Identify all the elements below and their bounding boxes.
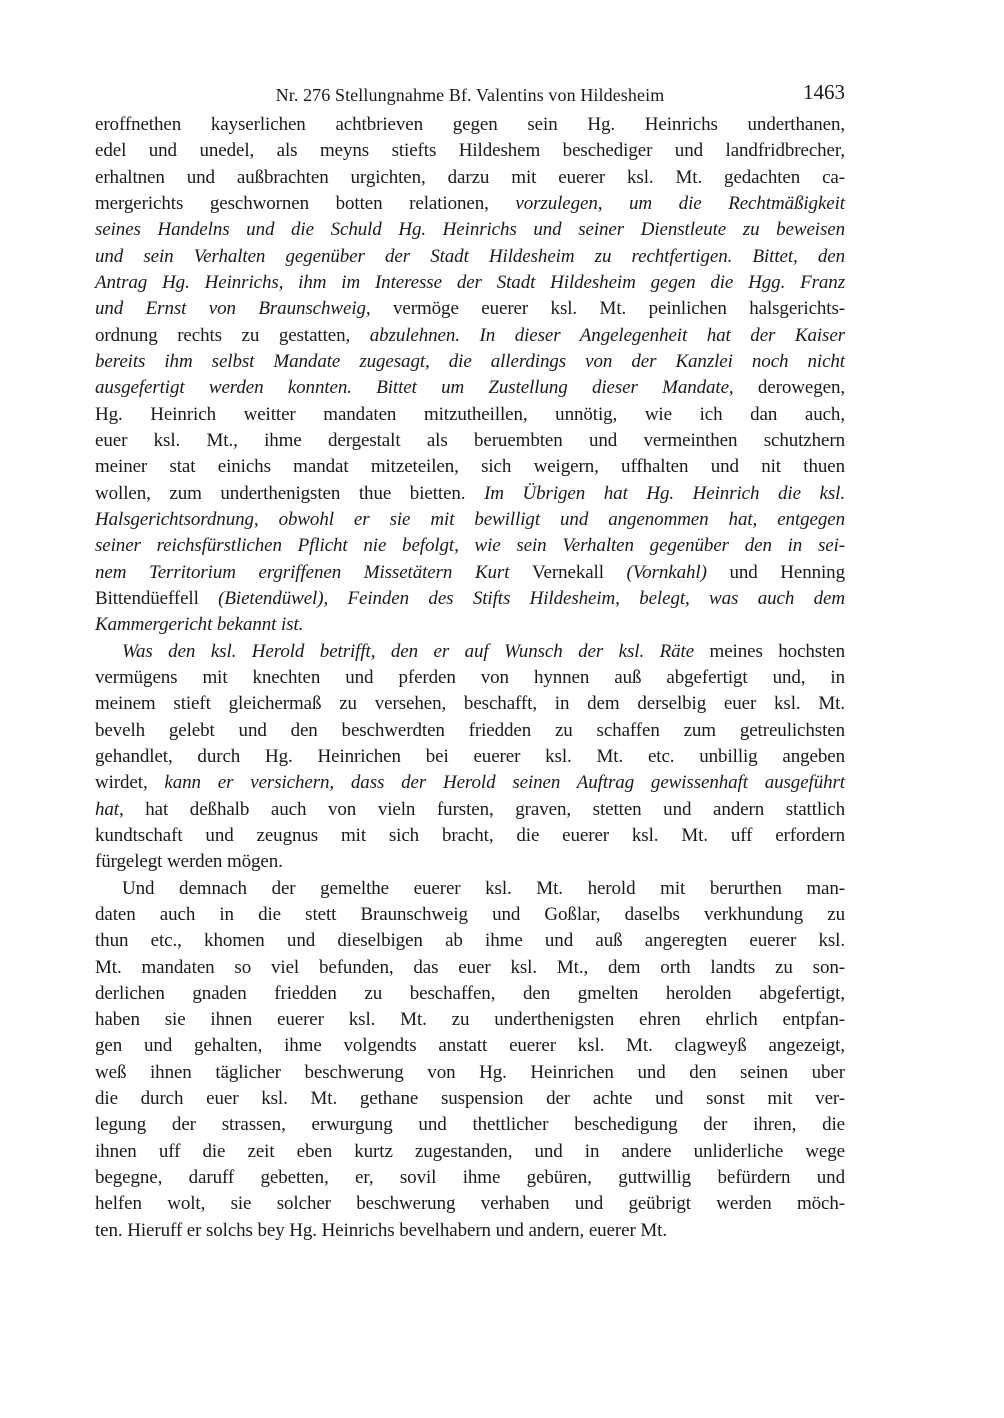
italic-text-segment: seines Handelns und die Schuld Hg. Heinrichs und seiner Dienstleute zu beweisen (95, 219, 845, 241)
roman-text-segment: mergerichts geschwornen botten relationen, (95, 192, 516, 214)
roman-text-segment: legung der strassen, erwurgung und thettlicher beschedigung der ihren, die (95, 1114, 845, 1136)
text-line (95, 902, 845, 928)
italic-text-segment: hat, (95, 798, 146, 820)
text-line (95, 981, 845, 1007)
text-line (95, 1060, 845, 1086)
text-line (95, 165, 845, 191)
text-line (95, 1139, 845, 1165)
roman-text-segment: Hg. Heinrich weitter mandaten mitzutheillen, unnötig, wie ich dan auch, (95, 403, 845, 425)
text-line (95, 1218, 845, 1244)
text-line (95, 849, 845, 875)
roman-text-segment: edel und unedel, als meyns stiefts Hildeshem beschediger und landfridbrecher, (95, 140, 845, 162)
text-line (95, 533, 845, 559)
page-number: 1463 (803, 80, 845, 104)
italic-text-segment: Kammergericht bekannt ist. (95, 614, 304, 636)
text-line (95, 1086, 845, 1112)
roman-text-segment: fürgelegt werden mögen. (95, 851, 283, 873)
roman-text-segment: Vernekall (532, 561, 627, 583)
text-line (95, 270, 845, 296)
italic-text-segment: vorzulegen, um die Rechtmäßigkeit (515, 192, 845, 214)
text-line (95, 481, 845, 507)
roman-text-segment: begegne, daruff gebetten, er, sovil ihme gebüren, guttwillig befürdern und (95, 1167, 845, 1189)
roman-text-segment: ordnung rechts zu gestatten, (95, 324, 370, 346)
roman-text-segment: weß ihnen täglicher beschwerung von Hg. Heinrichen und den seinen uber (95, 1061, 845, 1083)
text-line (95, 1191, 845, 1217)
text-line (95, 691, 845, 717)
italic-text-segment: (Bietendüwel), Feinden des Stifts Hildesheim, belegt, was auch dem (218, 587, 845, 609)
text-line (95, 217, 845, 243)
roman-text-segment: derowegen, (757, 377, 845, 399)
roman-text-segment: vermügens mit knechten und pferden von hynnen auß abgefertigt und, in (95, 666, 845, 688)
text-line (95, 112, 845, 138)
italic-text-segment: Im Übrigen hat Hg. Heinrich die ksl. (484, 482, 845, 504)
paragraph (95, 876, 845, 1245)
italic-text-segment: seiner reichsfürstlichen Pflicht nie befolgt, wie sein Verhalten gegenüber den in sei- (95, 535, 845, 557)
text-line (95, 797, 845, 823)
roman-text-segment: und Henning (729, 561, 845, 583)
text-line (95, 323, 845, 349)
roman-text-segment: wirdet, (95, 772, 165, 794)
text-line (95, 639, 845, 665)
text-line (95, 402, 845, 428)
text-line (95, 744, 845, 770)
text-line (95, 560, 845, 586)
italic-text-segment: und Ernst von Braunschweig, (95, 298, 394, 320)
running-header (95, 80, 845, 108)
roman-text-segment: Mt. mandaten so viel befunden, das euer ksl. Mt., dem orth landts zu son- (95, 956, 845, 978)
paragraph (95, 112, 845, 639)
text-line (95, 349, 845, 375)
roman-text-segment: gehandlet, durch Hg. Heinrichen bei euerer ksl. Mt. etc. unbillig angeben (95, 745, 845, 767)
text-line (95, 718, 845, 744)
roman-text-segment: Bittendüeffell (95, 587, 219, 609)
text-line (95, 876, 845, 902)
roman-text-segment: euer ksl. Mt., ihme dergestalt als beruembten und vermeinthen schutzhern (95, 429, 845, 451)
text-line (95, 1112, 845, 1138)
paragraph (95, 639, 845, 876)
roman-text-segment: meines hochsten (709, 640, 846, 662)
roman-text-segment: die durch euer ksl. Mt. gethane suspension der achte und sonst mit ver- (95, 1088, 845, 1110)
roman-text-segment: helfen wolt, sie solcher beschwerung verhaben und geübrigt werden möch- (95, 1193, 845, 1215)
roman-text-segment: kundtschaft und zeugnus mit sich bracht, die euerer ksl. Mt. uff erfordern (95, 824, 845, 846)
text-line (95, 665, 845, 691)
roman-text-segment: eroffnethen kayserlichen achtbrieven gegen sein Hg. Heinrichs underthanen, (95, 114, 845, 135)
roman-text-segment: meinem stieft gleichermaß zu versehen, beschafft, in dem derselbig euer ksl. Mt. (95, 693, 845, 715)
roman-text-segment: vermöge euerer ksl. Mt. peinlichen halsgerichts- (393, 298, 845, 320)
roman-text-segment: thun etc., khomen und dieselbigen ab ihme und auß angeregten euerer ksl. (95, 930, 845, 952)
text-line (95, 296, 845, 322)
italic-text-segment: bereits ihm selbst Mandate zugesagt, die allerdings von der Kanzlei noch nicht (95, 350, 845, 372)
roman-text-segment: ten. Hieruff er solchs bey Hg. Heinrichs bevelhabern und andern, euerer Mt. (95, 1219, 667, 1241)
text-line (95, 770, 845, 796)
roman-text-segment: erhaltnen und außbrachten urgichten, darzu mit euerer ksl. Mt. gedachten ca- (95, 166, 845, 188)
italic-text-segment: ausgefertigt werden konnten. Bittet um Zustellung dieser Mandate, (95, 377, 758, 399)
text-line (95, 928, 845, 954)
roman-text-segment: gen und gehalten, ihme volgendts anstatt euerer ksl. Mt. clagweyß angezeigt, (95, 1035, 845, 1057)
text-line (95, 244, 845, 270)
text-line (95, 1165, 845, 1191)
roman-text-segment: meiner stat einichs mandat mitzeteilen, sich weigern, uffhalten und nit thuen (95, 456, 845, 478)
text-line (95, 1007, 845, 1033)
italic-text-segment: (Vornkahl) (626, 561, 730, 583)
roman-text-segment: wollen, zum underthenigsten thue bietten. (95, 482, 485, 504)
text-line (95, 138, 845, 164)
italic-text-segment: abzulehnen. In dieser Angelegenheit hat der Kaiser (369, 324, 845, 346)
roman-text-segment: Und demnach der gemelthe euerer ksl. Mt. herold mit berurthen man- (122, 877, 845, 899)
italic-text-segment: Halsgerichtsordnung, obwohl er sie mit bewilligt und angenommen hat, entgegen (95, 508, 845, 530)
italic-text-segment: nem Territorium ergriffenen Missetätern Kurt (95, 561, 533, 583)
text-line (95, 823, 845, 849)
roman-text-segment: bevelh gelebt und den beschwerdten friedden zu schaffen zum getreulichsten (95, 719, 845, 741)
text-line (95, 507, 845, 533)
roman-text-segment: derlichen gnaden friedden zu beschaffen, den gmelten herolden abgefertigt, (95, 982, 845, 1004)
italic-text-segment: Was den ksl. Herold betrifft, den er auf Wunsch der ksl. Räte (122, 640, 710, 662)
text-line (95, 955, 845, 981)
text-line (95, 375, 845, 401)
running-title: Nr. 276 Stellungnahme Bf. Valentins von Hildesheim (275, 85, 665, 105)
italic-text-segment: Antrag Hg. Heinrichs, ihm im Interesse der Stadt Hildesheim gegen die Hgg. Franz (95, 271, 845, 293)
italic-text-segment: kann er versichern, dass der Herold seinen Auftrag gewissenhaft ausgeführt (164, 772, 845, 794)
text-line (95, 586, 845, 612)
text-line (95, 428, 845, 454)
page-body (95, 112, 845, 1244)
text-line (95, 191, 845, 217)
roman-text-segment: ihnen uff die zeit eben kurtz zugestanden, und in andere unliderliche wege (95, 1140, 845, 1162)
roman-text-segment: haben sie ihnen euerer ksl. Mt. zu underthenigsten ehren ehrlich entpfan- (95, 1009, 845, 1031)
text-line (95, 1033, 845, 1059)
text-line (95, 454, 845, 480)
roman-text-segment: hat deßhalb auch von vieln fursten, graven, stetten und andern stattlich (145, 798, 845, 820)
italic-text-segment: und sein Verhalten gegenüber der Stadt Hildesheim zu rechtfertigen. Bittet, den (95, 245, 845, 267)
roman-text-segment: daten auch in die stett Braunschweig und Goßlar, daselbs verkhundung zu (95, 903, 845, 925)
text-line (95, 612, 845, 638)
